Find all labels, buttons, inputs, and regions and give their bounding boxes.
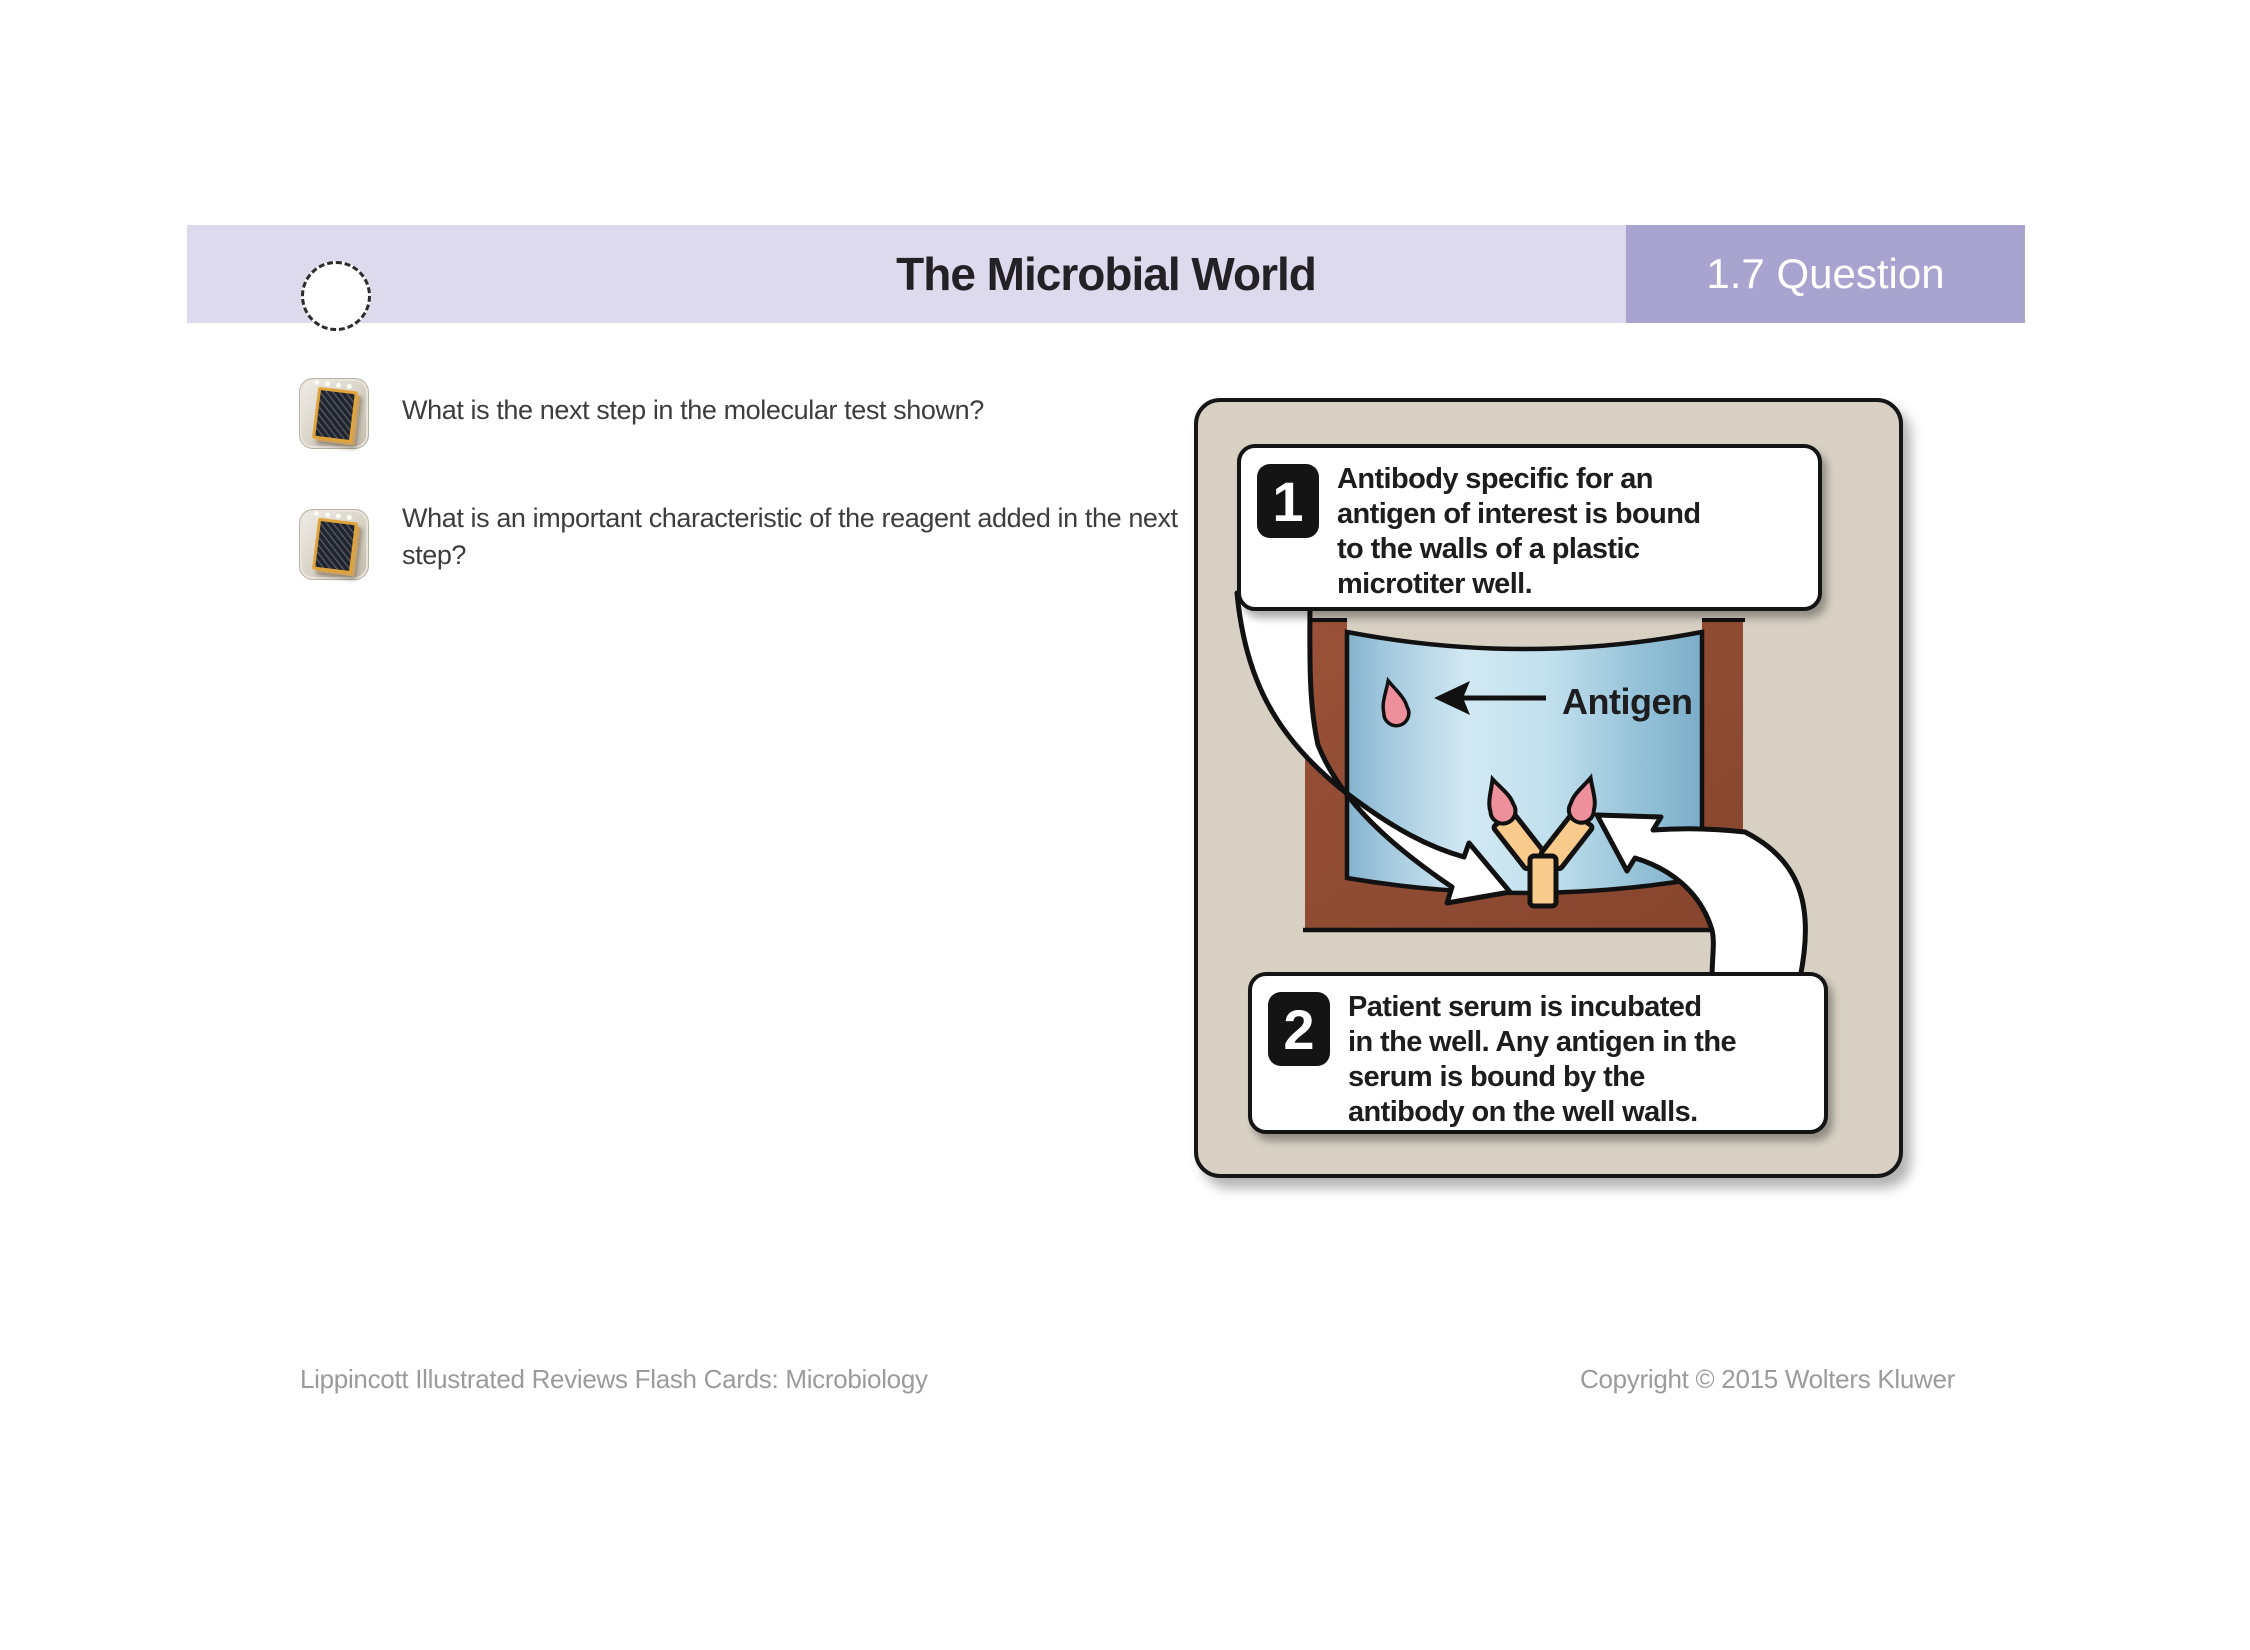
step-2-text	[1348, 990, 1736, 1130]
footer-copyright: Copyright © 2015 Wolters Kluwer	[1580, 1364, 1955, 1394]
step-1-badge: 1	[1257, 464, 1319, 538]
notepad-pad	[312, 518, 358, 574]
step-2-line: Patient serum is incubated	[1348, 991, 1702, 1023]
step-2-line: antibody on the well walls.	[1348, 1096, 1698, 1128]
notepad-pad	[312, 387, 358, 443]
diagram-panel	[1194, 398, 1903, 1178]
step-1-line: microtiter well.	[1337, 568, 1533, 600]
step-2-line: in the well. Any antigen in the	[1348, 1026, 1736, 1058]
footer-book-title: Lippincott Illustrated Reviews Flash Cards: Microbiology	[300, 1364, 928, 1394]
step-1-line: to the walls of a plastic	[1337, 533, 1640, 565]
step-1-callout	[1237, 444, 1822, 611]
question-2-text: What is an important characteristic of the reagent added in the next step?	[402, 503, 1178, 570]
step-1-line: Antibody specific for an	[1337, 463, 1653, 495]
page-title: The Microbial World	[896, 248, 1316, 300]
step-1-line: antigen of interest is bound	[1337, 498, 1701, 530]
question-1-text: What is the next step in the molecular test shown?	[402, 395, 984, 425]
antigen-label: Antigen	[1562, 681, 1693, 722]
notepad-icon	[299, 509, 369, 580]
hole-punch-circle	[301, 261, 371, 331]
step-1-text	[1337, 462, 1700, 602]
section-tab-label: 1.7 Question	[1706, 250, 1945, 297]
microtiter-well	[1303, 620, 1745, 932]
step-2-badge: 2	[1268, 992, 1330, 1066]
notepad-icon	[299, 378, 369, 449]
step-2-callout	[1248, 972, 1828, 1134]
step-2-line: serum is bound by the	[1348, 1061, 1645, 1093]
header-bar	[187, 225, 2025, 323]
